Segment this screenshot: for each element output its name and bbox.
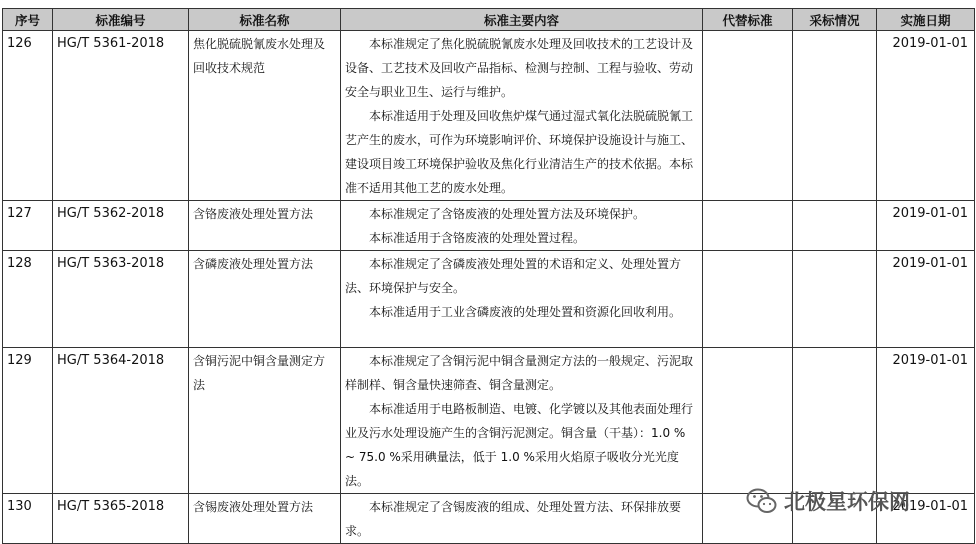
row-adopt xyxy=(793,494,877,544)
row-code: HG/T 5363-2018 xyxy=(53,251,189,348)
row-date: 2019-01-01 xyxy=(877,494,975,544)
table-row xyxy=(3,201,975,251)
row-adopt xyxy=(793,201,877,251)
row-content xyxy=(341,494,703,544)
content-paragraph: 本标准适用于含铬废液的处理处置过程。 xyxy=(369,231,586,245)
row-date: 2019-01-01 xyxy=(877,31,975,201)
content-paragraph: 本标准规定了含铜污泥中铜含量测定方法的一般规定、污泥取样制样、铜含量快速筛查、铜含量测定。 xyxy=(345,354,694,392)
row-num: 126 xyxy=(3,31,53,201)
content-paragraph: 本标准规定了焦化脱硫脱氰废水处理及回收技术的工艺设计及设备、工艺技术及回收产品指标、检测与控制、工程与验收、劳动安全与职业卫生、运行与维护。 xyxy=(345,37,694,99)
table-header-row xyxy=(3,9,975,31)
content-paragraph: 本标准规定了含磷废液处理处置的术语和定义、处理处置方法、环境保护与安全。 xyxy=(345,257,682,295)
row-content xyxy=(341,201,703,251)
content-paragraph: 本标准规定了含铬废液的处理处置方法及环境保护。 xyxy=(369,207,646,221)
row-adopt xyxy=(793,348,877,494)
row-code: HG/T 5365-2018 xyxy=(53,494,189,544)
row-code: HG/T 5364-2018 xyxy=(53,348,189,494)
table-row xyxy=(3,31,975,201)
row-code: HG/T 5361-2018 xyxy=(53,31,189,201)
content-paragraph: 本标准适用于工业含磷废液的处理处置和资源化回收利用。 xyxy=(369,305,682,319)
row-num: 128 xyxy=(3,251,53,348)
content-paragraph: 本标准适用于处理及回收焦炉煤气通过湿式氧化法脱硫脱氰工艺产生的废水，可作为环境影响评价、环境保护设施设计与施工、建设项目竣工环境保护验收及焦化行业清洁生产的技术依据。本标准不适用其他工艺的废水处理。 xyxy=(345,109,694,195)
row-adopt xyxy=(793,31,877,201)
row-replace xyxy=(703,348,793,494)
row-num: 130 xyxy=(3,494,53,544)
row-date: 2019-01-01 xyxy=(877,201,975,251)
header-replace: 代替标准 xyxy=(703,9,793,31)
header-content: 标准主要内容 xyxy=(341,9,703,31)
row-replace xyxy=(703,494,793,544)
row-content xyxy=(341,31,703,201)
row-code: HG/T 5362-2018 xyxy=(53,201,189,251)
header-date: 实施日期 xyxy=(877,9,975,31)
row-adopt xyxy=(793,251,877,348)
watermark-text: 北极星环保网 xyxy=(784,490,910,514)
content-paragraph: 本标准规定了含锡废液的组成、处理处置方法、环保排放要求。 xyxy=(345,500,682,538)
row-name: 焦化脱硫脱氰废水处理及回收技术规范 xyxy=(189,31,341,201)
header-name: 标准名称 xyxy=(189,9,341,31)
row-name: 含磷废液处理处置方法 xyxy=(189,251,341,348)
row-name: 含锡废液处理处置方法 xyxy=(189,494,341,544)
row-date: 2019-01-01 xyxy=(877,348,975,494)
row-replace xyxy=(703,31,793,201)
row-num: 129 xyxy=(3,348,53,494)
row-replace xyxy=(703,251,793,348)
table-row xyxy=(3,494,975,544)
table-row xyxy=(3,348,975,494)
standards-table xyxy=(2,8,975,544)
row-content xyxy=(341,348,703,494)
row-name: 含铜污泥中铜含量测定方法 xyxy=(189,348,341,494)
header-adopt: 采标情况 xyxy=(793,9,877,31)
row-replace xyxy=(703,201,793,251)
row-name: 含铬废液处理处置方法 xyxy=(189,201,341,251)
row-content xyxy=(341,251,703,348)
row-num: 127 xyxy=(3,201,53,251)
table-row xyxy=(3,251,975,348)
row-date: 2019-01-01 xyxy=(877,251,975,348)
header-num: 序号 xyxy=(3,9,53,31)
header-code: 标准编号 xyxy=(53,9,189,31)
content-paragraph: 本标准适用于电路板制造、电镀、化学镀以及其他表面处理行业及污水处理设施产生的含铜污泥测定。铜含量（干基）：1.0 % ~ 75.0 %采用碘量法，低于 1.0 %采用火焰原子吸收分光光度法。 xyxy=(345,402,694,488)
